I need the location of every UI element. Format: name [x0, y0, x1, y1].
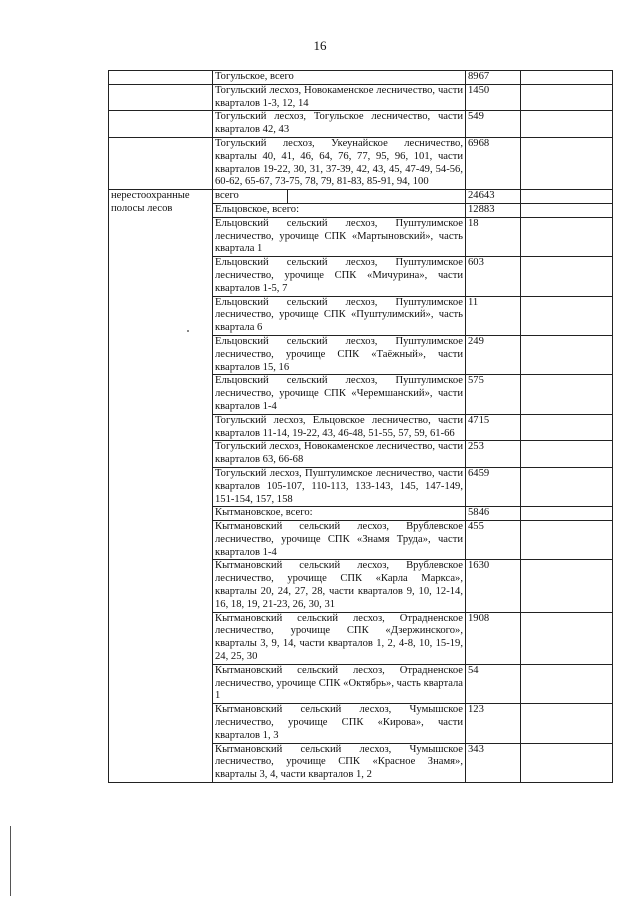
- empty-cell: [521, 375, 613, 414]
- empty-cell: [521, 704, 613, 743]
- area-value-cell: 343: [466, 743, 521, 782]
- area-value-cell: 11: [466, 296, 521, 335]
- empty-cell: [521, 111, 613, 138]
- empty-cell: [521, 467, 613, 506]
- empty-cell: [521, 203, 613, 217]
- empty-cell: [521, 84, 613, 111]
- empty-cell: [521, 137, 613, 189]
- area-value-cell: 54: [466, 664, 521, 703]
- margin-mark: [10, 826, 11, 896]
- description-cell: Кытмановский сельский лесхоз, Чумышское лесничество, урочище СПК «Кирова», части кварталов 1, 3: [213, 704, 466, 743]
- empty-cell: [521, 296, 613, 335]
- description-cell: Ельцовский сельский лесхоз, Пуштулимское лесничество, урочище СПК «Мартыновский», часть квартала 1: [213, 217, 466, 256]
- area-value-cell: 123: [466, 704, 521, 743]
- area-value-cell: 455: [466, 521, 521, 560]
- description-cell: Тогульский лесхоз, Новокаменское лесничество, части кварталов 1-3, 12, 14: [213, 84, 466, 111]
- category-cell: [109, 111, 213, 138]
- description-cell: Тогульский лесхоз, Пуштулимское лесничество, части кварталов 105-107, 110-113, 133-143, 145, 147-149, 151-154, 157, 158: [213, 467, 466, 506]
- area-value-cell: 8967: [466, 71, 521, 85]
- description-cell: Ельцовский сельский лесхоз, Пуштулимское лесничество, урочище СПК «Черемшанский», части кварталов 1-4: [213, 375, 466, 414]
- description-cell: Кытмановский сельский лесхоз, Чумышское лесничество, урочище СПК «Красное Знамя», кварталы 3, 4, части кварталов 1, 2: [213, 743, 466, 782]
- category-cell: [109, 71, 213, 85]
- area-value-cell: 24643: [466, 190, 521, 204]
- area-value-cell: 1630: [466, 560, 521, 612]
- description-cell: Кытмановский сельский лесхоз, Врублевское лесничество, урочище СПК «Карла Маркса», кварталы 20, 24, 27, 28, части кварталов 9, 10, 12-14, 16, 18, 19, 21-23, 26, 30, 31: [213, 560, 466, 612]
- table-row: [109, 111, 613, 138]
- empty-cell: [521, 612, 613, 664]
- table-row: [109, 137, 613, 189]
- page-number: 16: [313, 38, 327, 53]
- category-cell: [109, 137, 213, 189]
- description-cell: Ельцовский сельский лесхоз, Пуштулимское лесничество, урочище СПК «Пуштулимский», часть квартала 6: [213, 296, 466, 335]
- description-cell: Тогульский лесхоз, Тогульское лесничество, части кварталов 42, 43: [213, 111, 466, 138]
- table-row: [109, 190, 613, 204]
- description-cell: Ельцовское, всего:: [213, 203, 466, 217]
- area-value-cell: 603: [466, 257, 521, 296]
- empty-cell: [521, 521, 613, 560]
- table-row: [109, 84, 613, 111]
- empty-cell: [521, 414, 613, 441]
- description-cell: [213, 190, 466, 204]
- empty-cell: [521, 441, 613, 468]
- empty-cell: [521, 560, 613, 612]
- description-cell: Тогульский лесхоз, Новокаменское лесничество, части кварталов 63, 66-68: [213, 441, 466, 468]
- area-value-cell: 1908: [466, 612, 521, 664]
- empty-cell: [521, 664, 613, 703]
- scan-speck: [187, 330, 189, 332]
- description-cell: Ельцовский сельский лесхоз, Пуштулимское лесничество, урочище СПК «Мичурина», части кварталов 1-5, 7: [213, 257, 466, 296]
- empty-cell: [521, 190, 613, 204]
- description-cell: Тогульское, всего: [213, 71, 466, 85]
- empty-cell: [521, 257, 613, 296]
- cell-divider: [287, 190, 288, 203]
- empty-cell: [521, 217, 613, 256]
- area-value-cell: 4715: [466, 414, 521, 441]
- area-value-cell: 549: [466, 111, 521, 138]
- description-text: всего: [215, 190, 239, 202]
- category-cell: [109, 84, 213, 111]
- category-cell: нерестоохранные полосы лесов: [109, 190, 213, 783]
- area-value-cell: 249: [466, 335, 521, 374]
- area-value-cell: 1450: [466, 84, 521, 111]
- description-cell: Кытмановское, всего:: [213, 507, 466, 521]
- area-value-cell: 575: [466, 375, 521, 414]
- empty-cell: [521, 507, 613, 521]
- table-row: [109, 71, 613, 85]
- area-value-cell: 5846: [466, 507, 521, 521]
- area-value-cell: 18: [466, 217, 521, 256]
- description-cell: Тогульский лесхоз, Ельцовское лесничество, части кварталов 11-14, 19-22, 43, 46-48, 51-55, 57, 59, 61-66: [213, 414, 466, 441]
- description-cell: Кытмановский сельский лесхоз, Врублевское лесничество, урочище СПК «Знамя Труда», части кварталов 1-4: [213, 521, 466, 560]
- table-body: [109, 71, 613, 783]
- empty-cell: [521, 743, 613, 782]
- area-value-cell: 6459: [466, 467, 521, 506]
- area-value-cell: 253: [466, 441, 521, 468]
- description-cell: Кытмановский сельский лесхоз, Отрадненское лесничество, урочище СПК «Октябрь», часть квартала 1: [213, 664, 466, 703]
- empty-cell: [521, 335, 613, 374]
- area-value-cell: 6968: [466, 137, 521, 189]
- description-cell: Кытмановский сельский лесхоз, Отрадненское лесничество, урочище СПК «Дзержинского», кварталы 3, 9, 14, части кварталов 1, 2, 4-8, 10, 15-19, 24, 25, 30: [213, 612, 466, 664]
- empty-cell: [521, 71, 613, 85]
- forest-areas-table: [108, 70, 613, 783]
- description-cell: Ельцовский сельский лесхоз, Пуштулимское лесничество, урочище СПК «Таёжный», части кварталов 15, 16: [213, 335, 466, 374]
- area-value-cell: 12883: [466, 203, 521, 217]
- description-cell: Тогульский лесхоз, Укеунайское лесничество, кварталы 40, 41, 46, 64, 76, 77, 95, 96, 101, части кварталов 19-22, 30, 31, 37-39, 42, 43, 45, 47-49, 54-56, 60-62, 65-67, 73-75, 78, 79, 81-83, 85-91, 94, 100: [213, 137, 466, 189]
